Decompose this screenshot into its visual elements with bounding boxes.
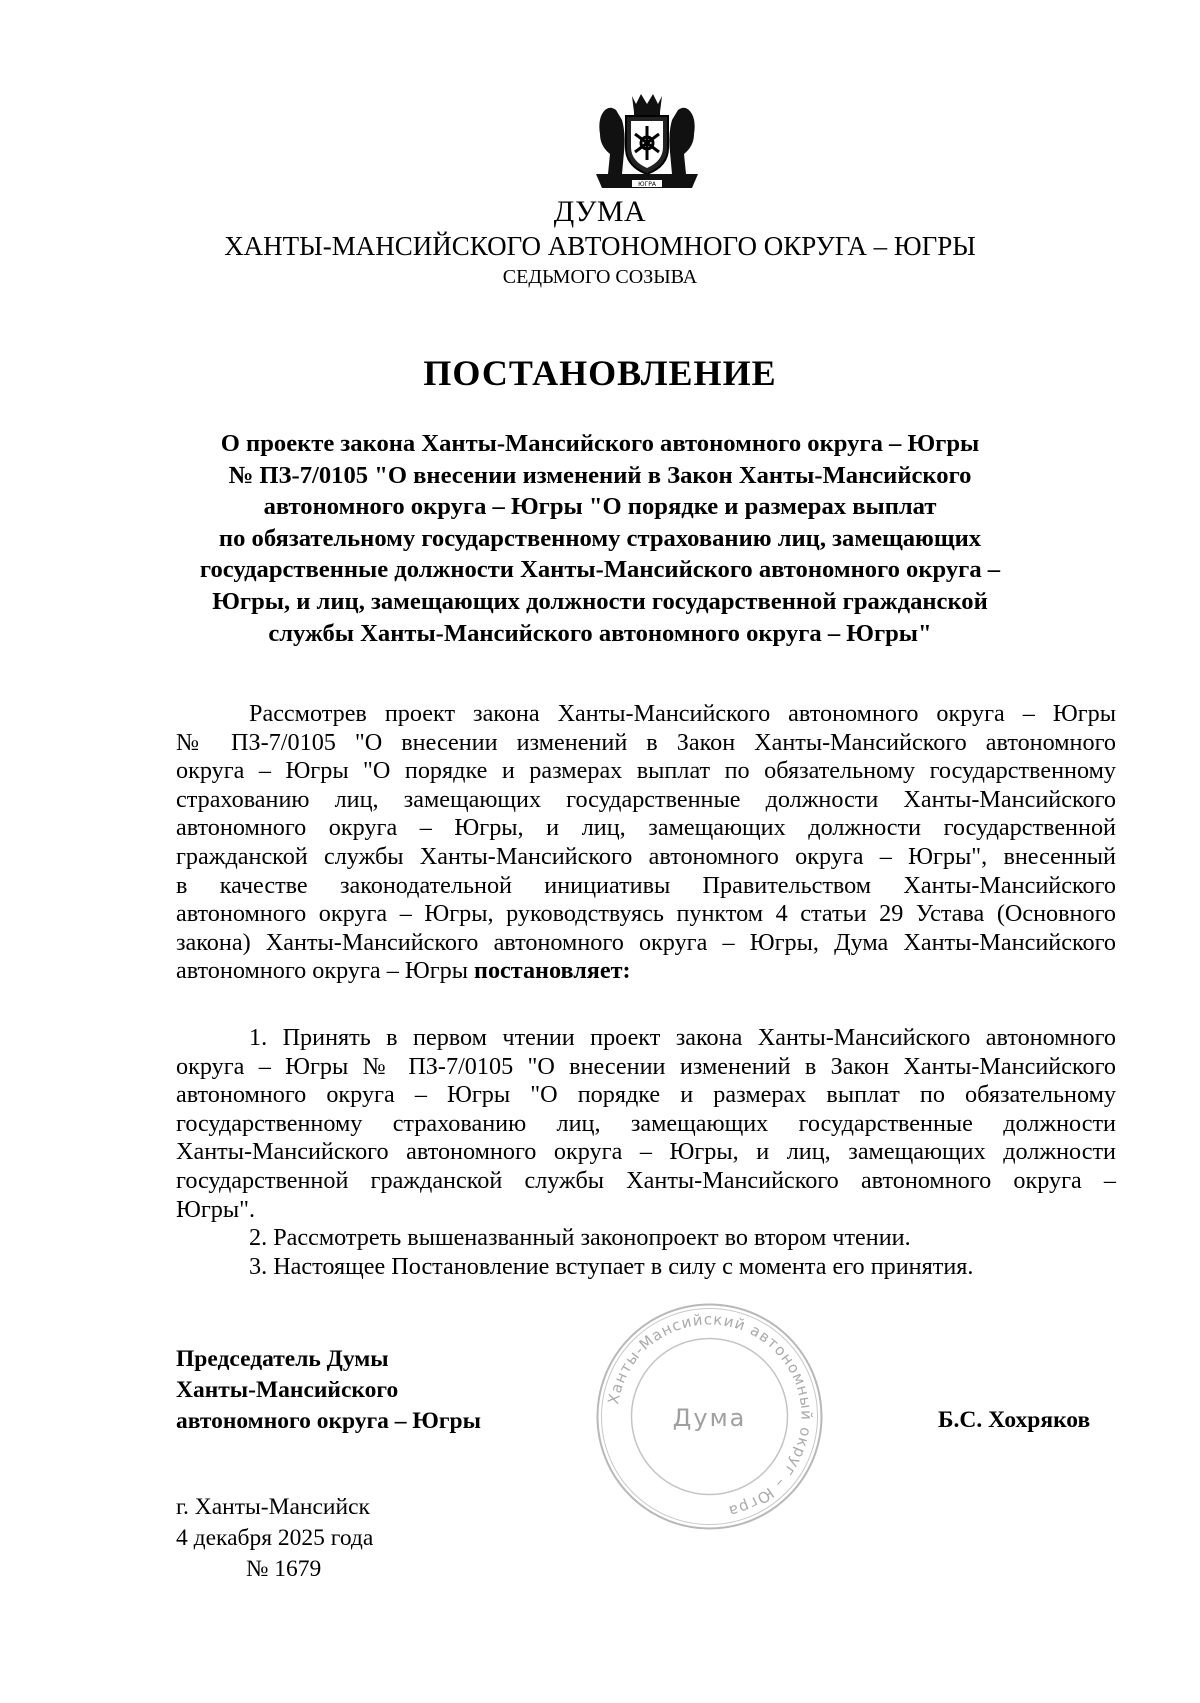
item-1-line: округа – Югры № ПЗ-7/0105 "О внесении изменений в Закон Ханты-Мансийского — [176, 1052, 1116, 1080]
subject-line: Югры, и лиц, замещающих должности государственной гражданской — [212, 587, 988, 615]
preamble-line-last — [176, 957, 1116, 986]
item-1-line: Югры". — [176, 1195, 256, 1223]
stamp-center-text: Дума — [672, 1404, 747, 1432]
preamble-line: закона) Ханты-Мансийского автономного округа – Югры, Дума Ханты-Мансийского — [176, 928, 1116, 956]
date: 4 декабря 2025 года — [176, 1525, 374, 1551]
preamble-line: № ПЗ-7/0105 "О внесении изменений в Закон Ханты-Мансийского автономного — [176, 728, 1116, 756]
subject-line: № ПЗ-7/0105 "О внесении изменений в Закон Ханты-Мансийского — [228, 461, 972, 489]
convocation: СЕДЬМОГО СОЗЫВА — [502, 266, 698, 288]
preamble-line: автономного округа – Югры, руководствуясь пунктом 4 статьи 29 Устава (Основного — [176, 900, 1116, 928]
preamble-line: страхованию лиц, замещающих государственные должности Ханты-Мансийского — [176, 785, 1116, 813]
place-date-number — [176, 1492, 373, 1585]
subject-line: по обязательному государственному страхованию лиц, замещающих — [218, 524, 982, 552]
preamble-line: гражданской службы Ханты-Мансийского автономного округа – Югры", внесенный — [176, 842, 1116, 870]
item-1-line: государственному страхованию лиц, замещающих государственные должности — [176, 1109, 1116, 1137]
stamp-ring-text: Ханты-Мансийский автономный округ – Югра — [604, 1310, 816, 1521]
item-1-line: 1. Принять в первом чтении проект закона Ханты-Мансийского автономного — [249, 1024, 1116, 1051]
subject-line: службы Ханты-Мансийского автономного округа – Югры" — [268, 619, 932, 647]
document-number: № 1679 — [246, 1556, 322, 1582]
item-3: 3. Настоящее Постановление вступает в силу с момента его принятия. — [249, 1252, 974, 1280]
signer-position-line: Ханты-Мансийского — [176, 1377, 399, 1403]
item-1-line: государственной гражданской службы Ханты-Мансийского автономного округа – — [176, 1166, 1116, 1194]
preamble-line: округа – Югры "О порядке и размерах выплат по обязательному государственному — [176, 757, 1116, 785]
preamble-line: Рассмотрев проект закона Ханты-Мансийского автономного округа – Югры — [249, 700, 1116, 727]
signer-position-line: Председатель Думы — [176, 1346, 389, 1372]
preamble-last-text: автономного округа – Югры — [176, 957, 475, 985]
signer-position-line: автономного округа – Югры — [176, 1408, 481, 1434]
preamble-line: в качестве законодательной инициативы Правительством Ханты-Мансийского — [176, 871, 1116, 899]
subject-line: О проекте закона Ханты-Мансийского автономного округа – Югры — [220, 430, 980, 457]
official-stamp — [593, 1300, 826, 1533]
region-name: ХАНТЫ-МАНСИЙСКОГО АВТОНОМНОГО ОКРУГА – ЮГРЫ — [224, 231, 976, 261]
resolution-items — [176, 1024, 1116, 1281]
preamble-verb: постановляет: — [474, 957, 631, 985]
item-2: 2. Рассмотреть вышеназванный законопроект во втором чтении. — [249, 1224, 911, 1252]
signer-position — [176, 1344, 481, 1437]
signer-name: Б.С. Хохряков — [938, 1407, 1091, 1433]
subject-line: автономного округа – Югры "О порядке и размерах выплат — [263, 493, 937, 521]
preamble-line: автономного округа – Югры, и лиц, замещающих должности государственной — [176, 814, 1116, 842]
preamble-paragraph — [176, 700, 1116, 986]
document-subject — [150, 428, 1050, 649]
item-1-line: Ханты-Мансийского автономного округа – Югры, и лиц, замещающих должности — [176, 1138, 1116, 1166]
item-1-line: автономного округа – Югры "О порядке и размерах выплат по обязательному — [176, 1081, 1116, 1109]
subject-line: государственные должности Ханты-Мансийского автономного округа – — [199, 556, 1001, 584]
emblem-motto: ЮГРА — [638, 181, 656, 188]
document-title: ПОСТАНОВЛЕНИЕ — [423, 353, 777, 393]
city: г. Ханты-Мансийск — [176, 1494, 370, 1520]
org-name: ДУМА — [553, 195, 647, 228]
coat-of-arms-icon — [588, 90, 706, 194]
